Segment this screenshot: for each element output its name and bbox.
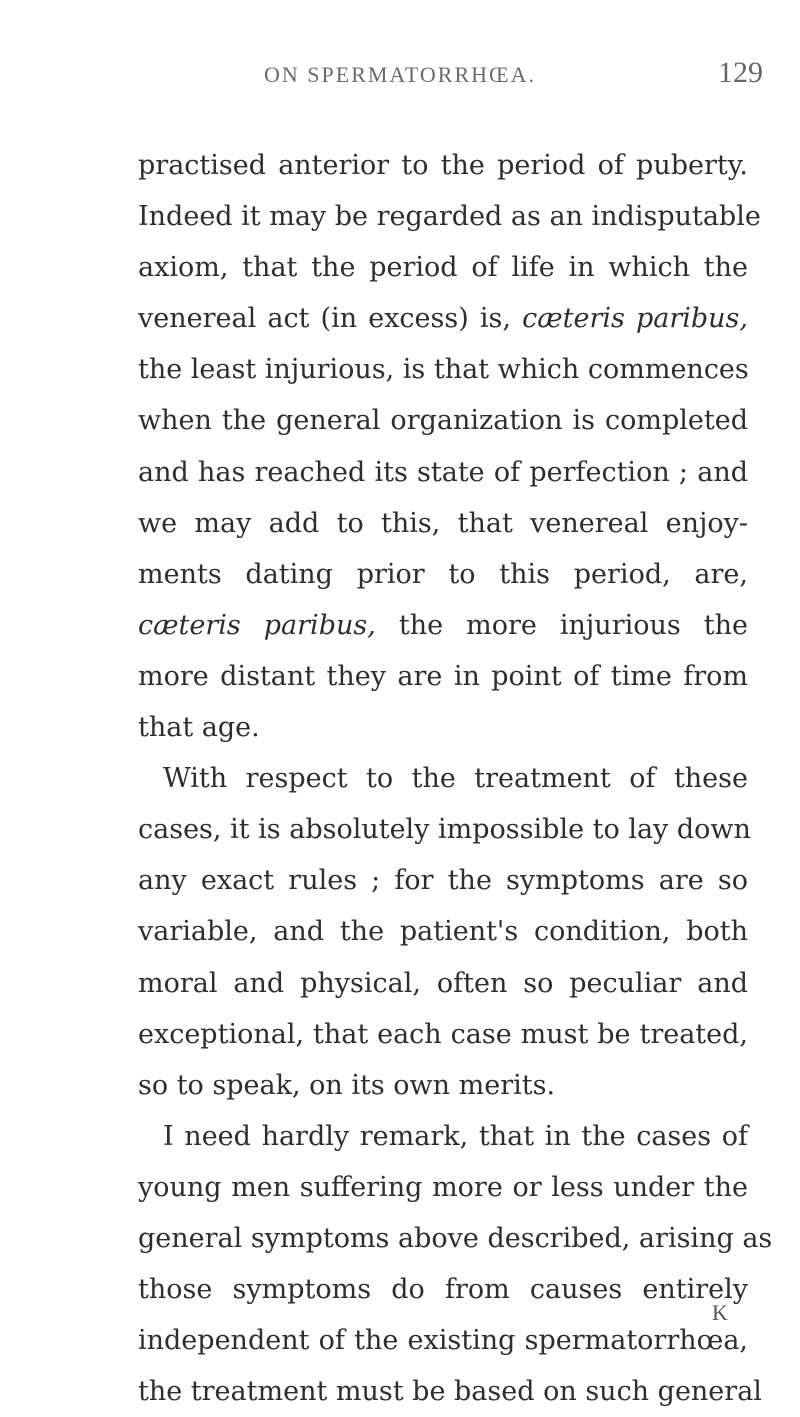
text-line	[138, 1366, 762, 1417]
text-line	[138, 549, 748, 600]
text-line	[138, 191, 761, 242]
text-line	[138, 242, 748, 293]
text-run: practised anterior to the period of puberty.	[138, 150, 748, 181]
text-line	[138, 1315, 748, 1366]
text-run: venereal act (in excess) is,	[138, 303, 523, 335]
text-line	[138, 1264, 748, 1315]
text-run: the more injurious the	[375, 609, 748, 641]
text-line	[138, 447, 748, 498]
text-line	[138, 140, 748, 191]
text-run: more distant they are in point of time from	[138, 660, 748, 692]
text-run: any exact rules ; for the symptoms are so	[138, 865, 748, 897]
text-run: so to speak, on its own merits.	[138, 1069, 556, 1101]
text-run: those symptoms do from causes entirely	[138, 1274, 748, 1306]
body-text	[138, 140, 773, 1417]
text-line	[138, 1213, 773, 1264]
text-run: variable, and the patient's condition, both	[138, 916, 748, 948]
text-line	[138, 1060, 748, 1111]
text-run: young men suffering more or less under the	[138, 1171, 748, 1203]
text-run: axiom, that the period of life in which the	[138, 252, 748, 284]
page-number: 129	[718, 56, 763, 89]
text-line	[138, 600, 748, 651]
text-line	[138, 906, 748, 957]
page-header	[0, 56, 800, 102]
text-run: Indeed it may be regarded as an indisputable	[138, 201, 761, 233]
italic-phrase: cæteris paribus,	[138, 609, 376, 641]
text-run: cases, it is absolutely impossible to lay down	[138, 814, 751, 846]
text-line	[138, 293, 748, 344]
signature-mark: K	[712, 1300, 728, 1325]
text-line	[138, 344, 748, 395]
text-run: independent of the existing spermatorrhœa,	[138, 1325, 748, 1357]
text-line	[138, 498, 748, 549]
text-line	[138, 753, 748, 804]
running-head: ON SPERMATORRHŒA.	[264, 62, 536, 87]
text-line	[138, 395, 748, 446]
text-line	[138, 958, 748, 1009]
text-line	[138, 1009, 748, 1060]
text-line	[138, 804, 751, 855]
text-run: the least injurious, is that which commences	[138, 354, 749, 386]
text-run: when the general organization is completed	[138, 405, 748, 437]
italic-phrase: cæteris paribus,	[522, 303, 748, 335]
text-run: With respect to the treatment of these	[163, 763, 748, 795]
text-line	[138, 1162, 748, 1213]
text-line	[138, 1111, 748, 1162]
text-run: ments dating prior to this period, are,	[138, 558, 748, 590]
text-run: moral and physical, often so peculiar and	[138, 967, 748, 999]
text-run: and has reached its state of perfection ; and	[138, 456, 748, 488]
text-line	[138, 702, 748, 753]
text-run: that age.	[138, 712, 260, 744]
text-run: we may add to this, that venereal enjoy-	[138, 507, 748, 539]
text-run: exceptional, that each case must be treated,	[138, 1018, 748, 1050]
text-run: general symptoms above described, arising as	[138, 1222, 773, 1254]
text-run: the treatment must be based on such general	[138, 1376, 762, 1408]
text-run: I need hardly remark, that in the cases of	[163, 1120, 748, 1152]
text-line	[138, 651, 748, 702]
text-line	[138, 855, 748, 906]
